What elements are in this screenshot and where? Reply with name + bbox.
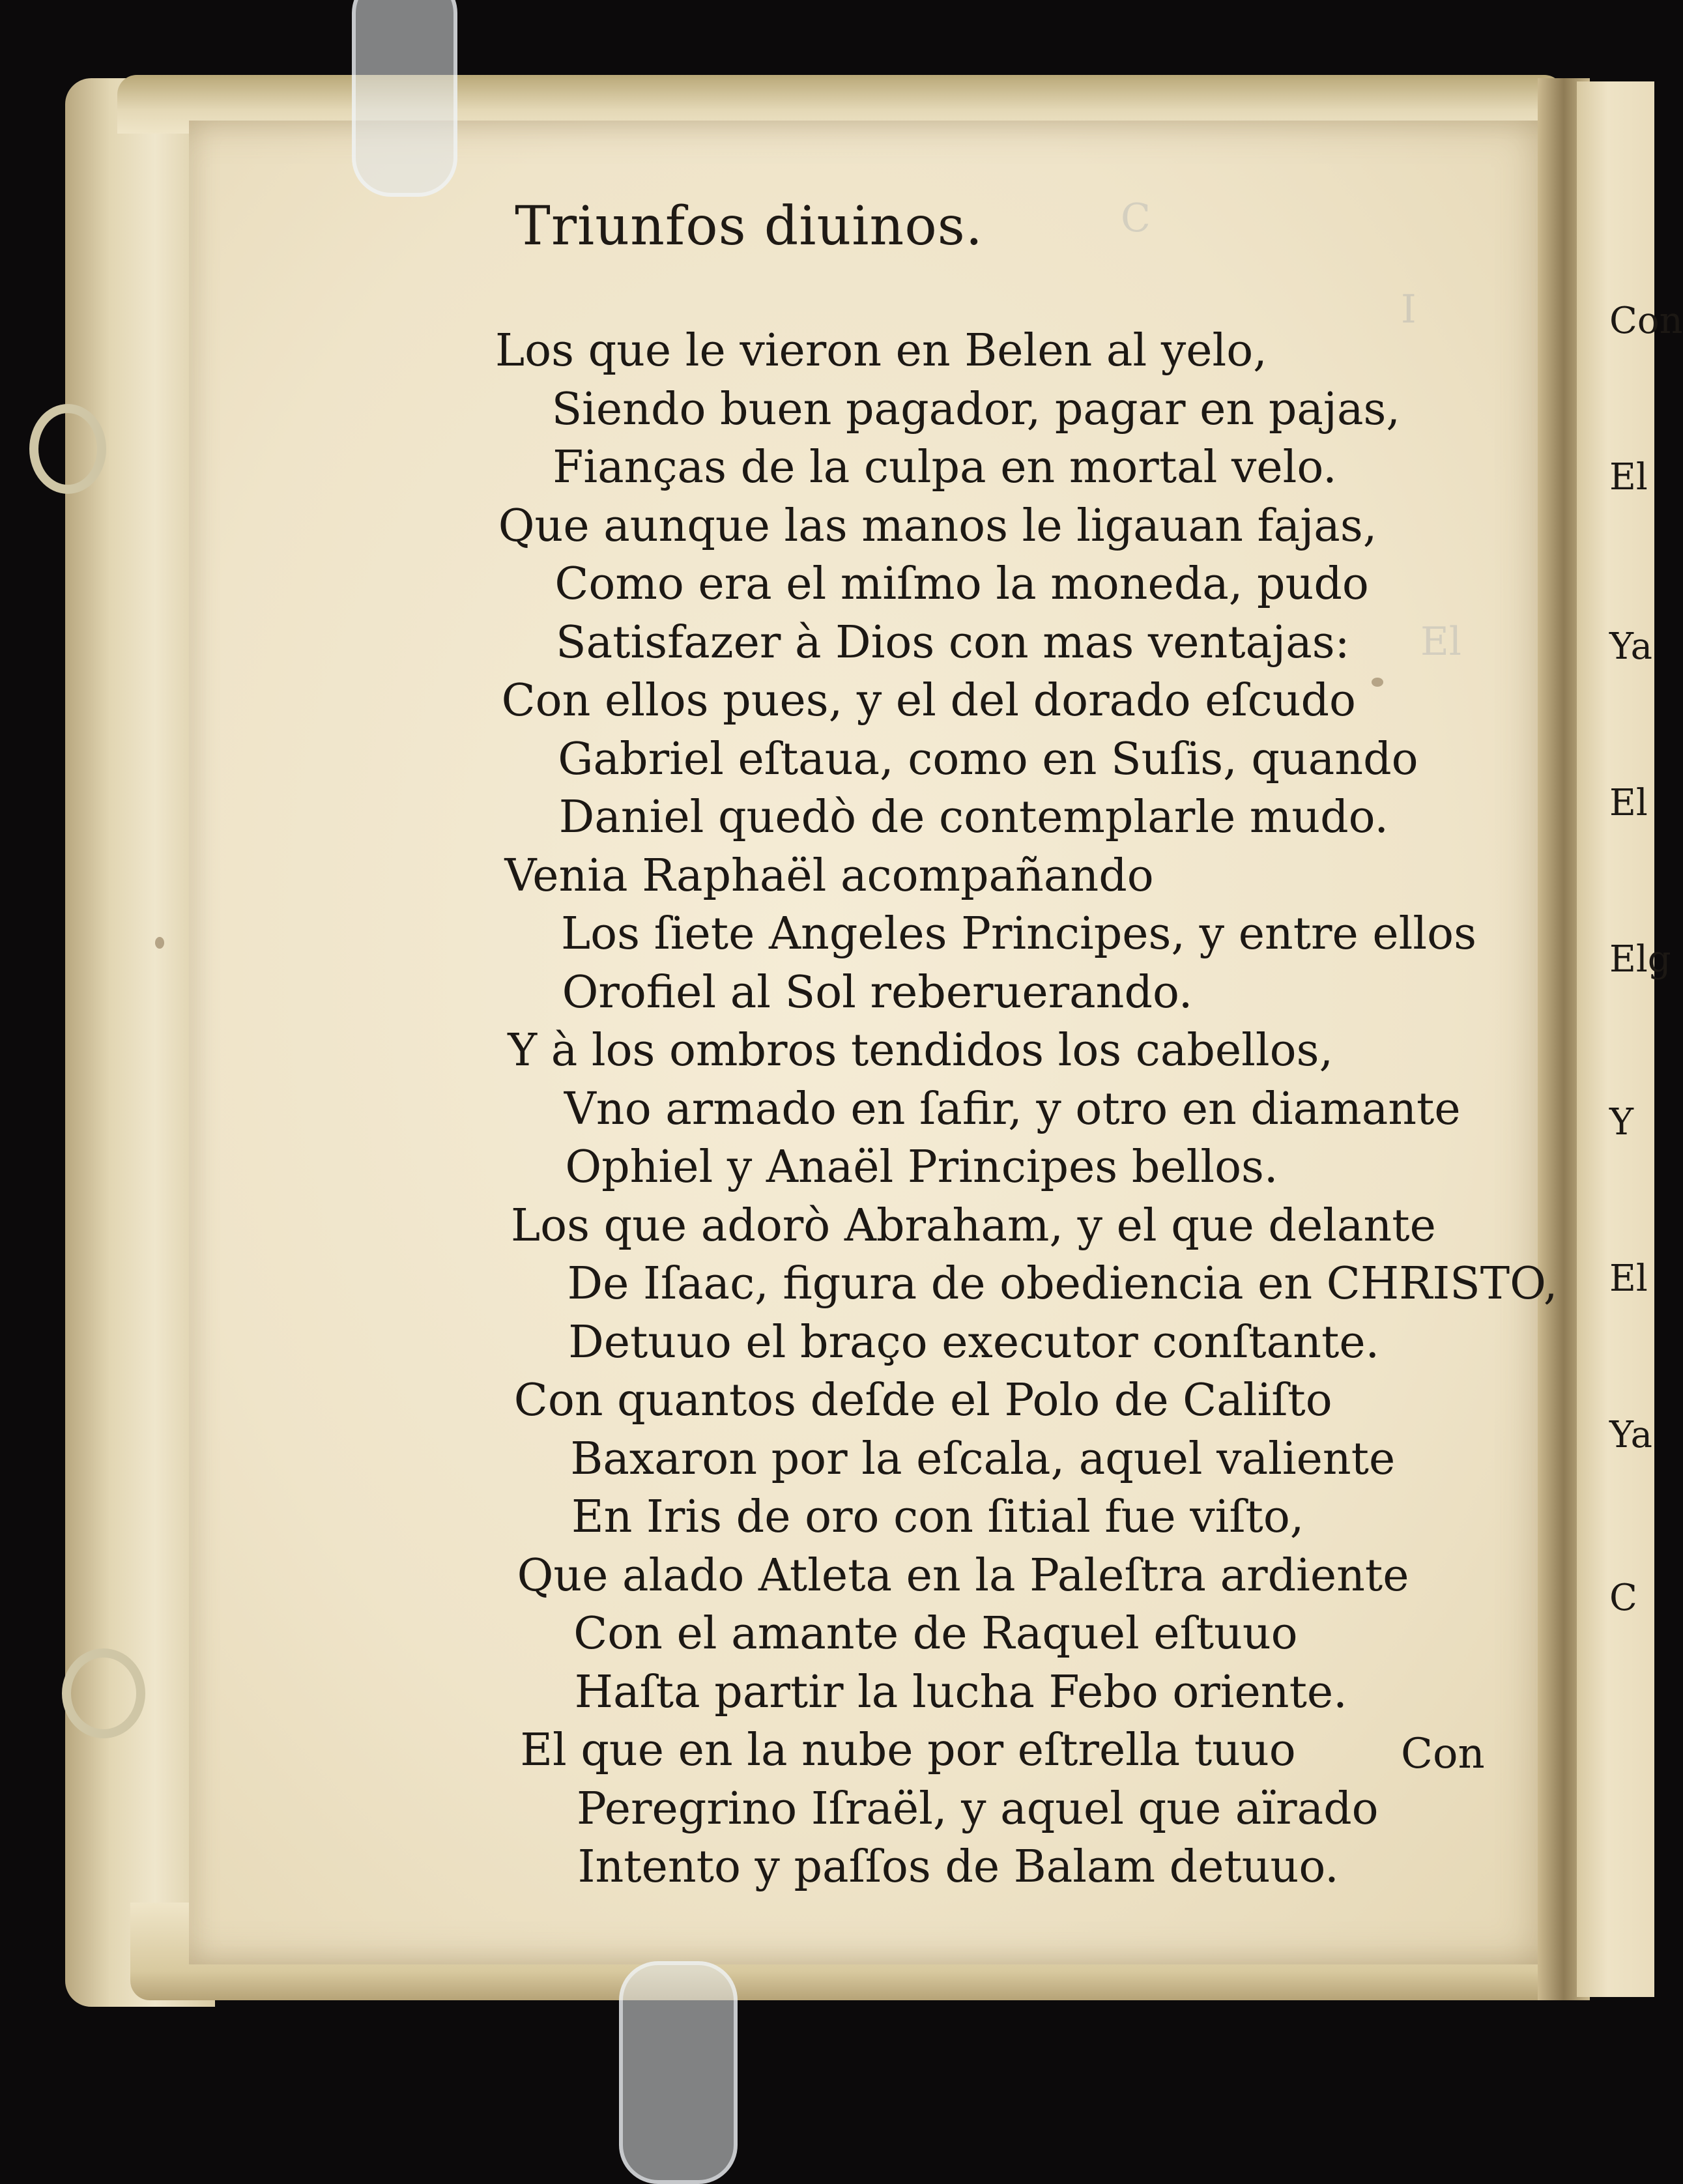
verse-line: Detuuo el braço executor conſtante. xyxy=(568,1316,1380,1368)
facing-page-fragment: Elg xyxy=(1609,938,1671,981)
running-title: Triunfos diuinos. xyxy=(515,195,983,257)
facing-page-fragment: Con xyxy=(1609,300,1683,342)
facing-page-fragment: Y xyxy=(1609,1101,1633,1143)
show-through-text: C xyxy=(1121,195,1151,241)
catchword: Con xyxy=(1401,1730,1485,1778)
facing-page-fragment: El xyxy=(1609,1257,1648,1300)
show-through-text: El xyxy=(1420,619,1461,665)
verse-line: Con quantos deſde el Polo de Caliſto xyxy=(513,1375,1332,1426)
facing-page-fragment: Ya xyxy=(1609,625,1653,668)
facing-page-fragment: El xyxy=(1609,782,1648,824)
book-clip-bottom xyxy=(619,1961,738,2184)
verse-line: Gabriel eſtaua, como en Suſis, quando xyxy=(558,733,1418,785)
verse-line: De Iſaac, figura de obediencia en CHRISTO, xyxy=(567,1258,1558,1310)
verse-line: Que alado Atleta en la Paleſtra ardiente xyxy=(517,1549,1409,1602)
verse-line: Los ſiete Angeles Principes, y entre ellos xyxy=(561,908,1476,960)
verse-line: Los que le vieron en Belen al yelo, xyxy=(495,325,1267,377)
verse-line: Siendo buen pagador, pagar en pajas, xyxy=(551,383,1401,435)
verse-line: Venia Raphaël acompañando xyxy=(504,850,1154,902)
verse-line: Satisfazer à Dios con mas ventajas: xyxy=(556,616,1350,668)
verse-line: Orofiel al Sol reberuerando. xyxy=(562,966,1193,1018)
ink-spot xyxy=(155,937,164,949)
verse-line: Con el amante de Raquel eſtuuo xyxy=(573,1608,1298,1660)
verse-line: Daniel quedò de contemplarle mudo. xyxy=(558,792,1389,843)
verse-line: Baxaron por la eſcala, aquel valiente xyxy=(570,1433,1396,1485)
verse-line: Como era el miſmo la moneda, pudo xyxy=(554,558,1369,610)
verse-line: En Iris de oro con ſitial fue viſto, xyxy=(571,1491,1304,1543)
facing-page-fragment: El xyxy=(1609,456,1648,498)
verse-line: Con ellos pues, y el del dorado eſcudo xyxy=(501,675,1356,726)
binding-tie-lower xyxy=(62,1648,145,1738)
verse-line: Fianças de la culpa en mortal velo. xyxy=(553,442,1337,493)
facing-page-fragment: C xyxy=(1609,1577,1637,1619)
show-through-text: I xyxy=(1401,287,1417,332)
book-clip-top xyxy=(352,0,457,197)
ink-spot xyxy=(1372,678,1383,687)
verse-line: Intento y paſſos de Balam detuuo. xyxy=(577,1841,1339,1893)
verse-line: Ophiel y Anaël Principes bellos. xyxy=(565,1142,1278,1193)
verse-line: Vno armado en ſafir, y otro en diamante xyxy=(564,1083,1461,1135)
verse-line: Peregrino Iſraël, y aquel que aïrado xyxy=(577,1783,1379,1835)
verse-line: Los que adorò Abraham, y el que delante xyxy=(511,1200,1436,1252)
facing-page xyxy=(1577,81,1654,1997)
verse-line: Y à los ombros tendidos los cabellos, xyxy=(508,1025,1334,1076)
verse-line: Haſta partir la lucha Febo oriente. xyxy=(574,1666,1347,1718)
binding-tie-upper xyxy=(29,404,106,494)
verse-line: El que en la nube por eſtrella tuuo xyxy=(520,1725,1296,1776)
verse-line: Que aunque las manos le ligauan fajas, xyxy=(498,500,1377,552)
facing-page-fragment: Ya xyxy=(1609,1414,1653,1456)
